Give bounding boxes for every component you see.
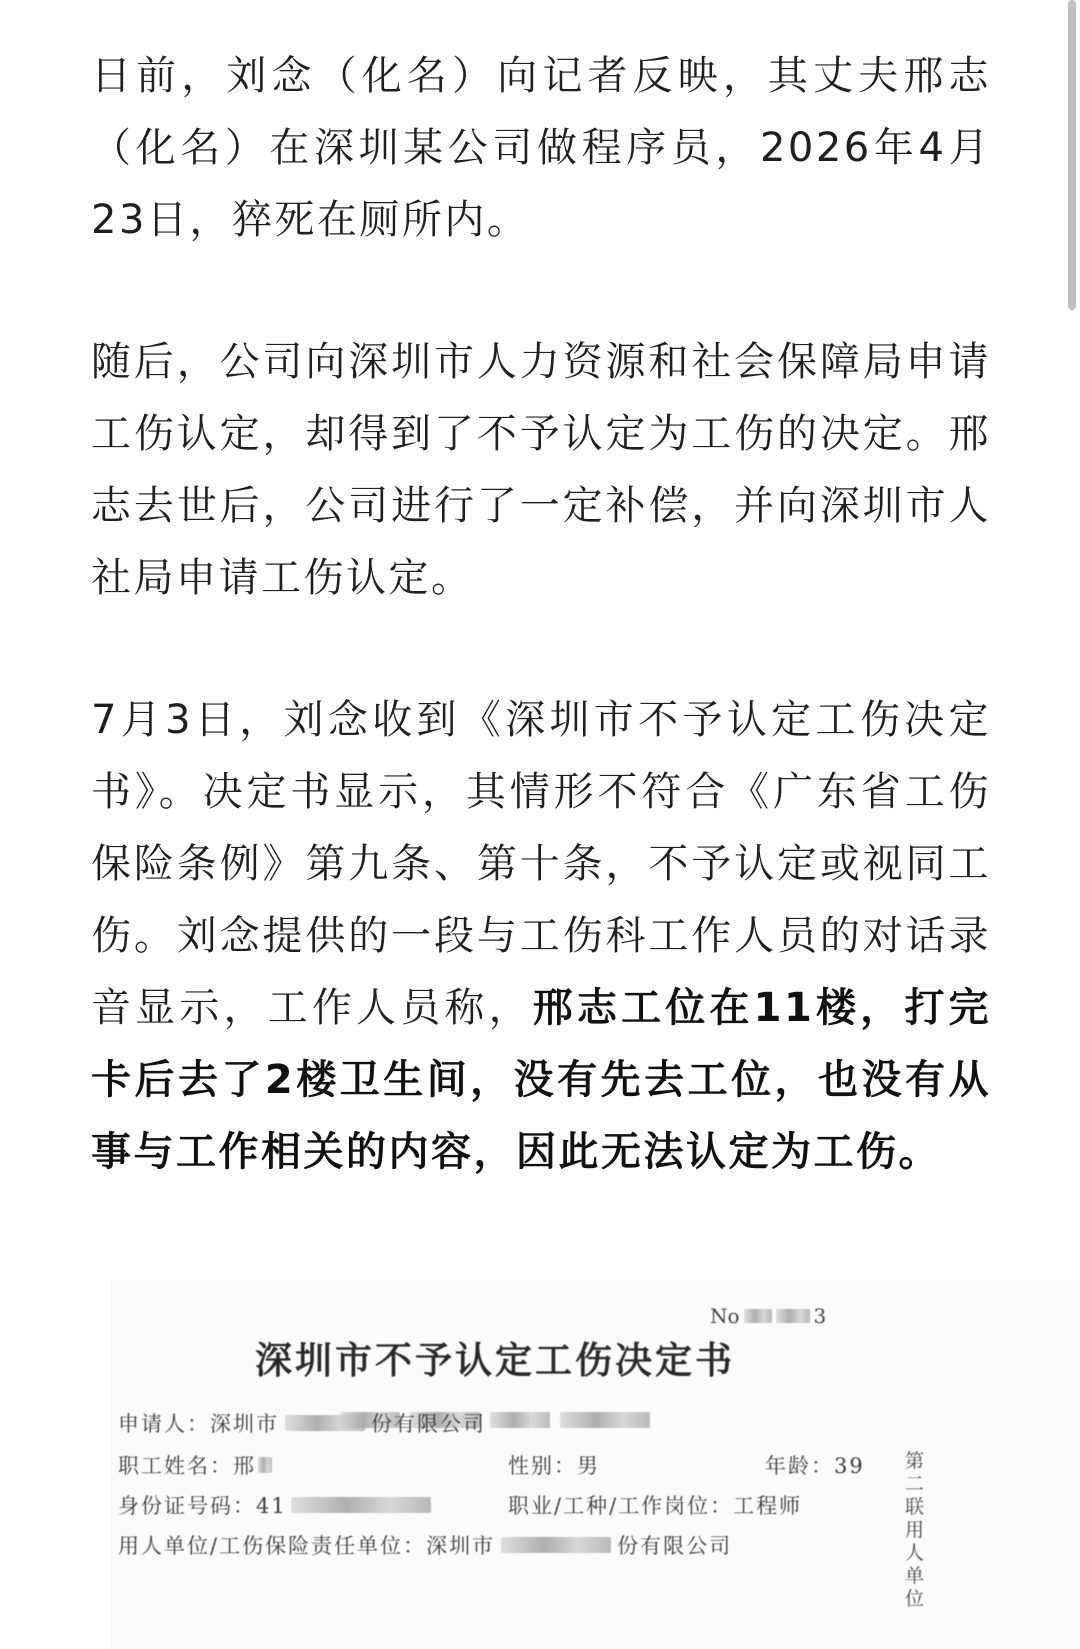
decision-document-image xyxy=(110,1280,1080,1649)
redacted-block xyxy=(501,1537,611,1553)
document-title: 深圳市不予认定工伤决定书 xyxy=(255,1338,735,1382)
id-number-field xyxy=(118,1490,431,1520)
article-paragraph-1 xyxy=(91,40,991,256)
scrollbar[interactable] xyxy=(1068,0,1076,310)
document-side-note: 第二联 用人单位 xyxy=(905,1450,925,1610)
redacted-block xyxy=(490,1412,550,1428)
employer-label: 用人单位/工伤保险责任单位：深圳市 xyxy=(118,1534,496,1558)
redacted-block xyxy=(291,1497,431,1513)
article-body xyxy=(91,40,991,1258)
paragraph-bold-text: 邢志工位在11楼，打完卡后去了2楼卫生间，没有先去工位，也没有从事与工作相关的内容，因此无法认定为工伤。 xyxy=(91,985,992,1175)
document-number-prefix: No xyxy=(710,1304,740,1328)
applicant-suffix: 份有限公司 xyxy=(371,1412,486,1436)
occupation-field: 职业/工种/工作岗位：工程师 xyxy=(508,1494,803,1518)
paragraph-text: 日前，刘念（化名）向记者反映，其丈夫邢志（化名）在深圳某公司做程序员，2026年4月23日，猝死在厕所内。 xyxy=(91,53,991,243)
worker-name-label: 职工姓名：邢 xyxy=(118,1454,256,1478)
id-number-label: 身份证号码：41 xyxy=(118,1494,287,1518)
redacted-block xyxy=(258,1457,272,1473)
employer-suffix: 份有限公司 xyxy=(617,1534,733,1558)
worker-name-field xyxy=(118,1450,272,1480)
article-paragraph-2 xyxy=(91,326,991,614)
paragraph-text: 随后，公司向深圳市人力资源和社会保障局申请工伤认定，却得到了不予认定为工伤的决定。邢志去世后，公司进行了一定补偿，并向深圳市人社局申请工伤认定。 xyxy=(91,339,991,601)
redacted-block xyxy=(776,1309,810,1323)
redacted-block xyxy=(744,1309,772,1323)
document-number-suffix: 3 xyxy=(813,1304,827,1328)
article-paragraph-3 xyxy=(91,684,991,1188)
employer-field xyxy=(118,1530,732,1560)
redacted-block xyxy=(560,1412,650,1428)
age-field: 年龄：39 xyxy=(765,1454,865,1478)
applicant-label: 申请人：深圳市 xyxy=(118,1412,279,1436)
redacted-block xyxy=(285,1415,365,1431)
applicant-field xyxy=(118,1408,486,1438)
paragraph-text: 7月3日，刘念收到《深圳市不予认定工伤决定书》。决定书显示，其情形不符合《广东省工伤保险条例》第九条、第十条，不予认定或视同工伤。刘念提供的一段与工伤科工作人员的对话录音显示，工作人员称， xyxy=(91,697,991,1031)
gender-field: 性别：男 xyxy=(508,1454,600,1478)
document-number xyxy=(710,1304,826,1328)
